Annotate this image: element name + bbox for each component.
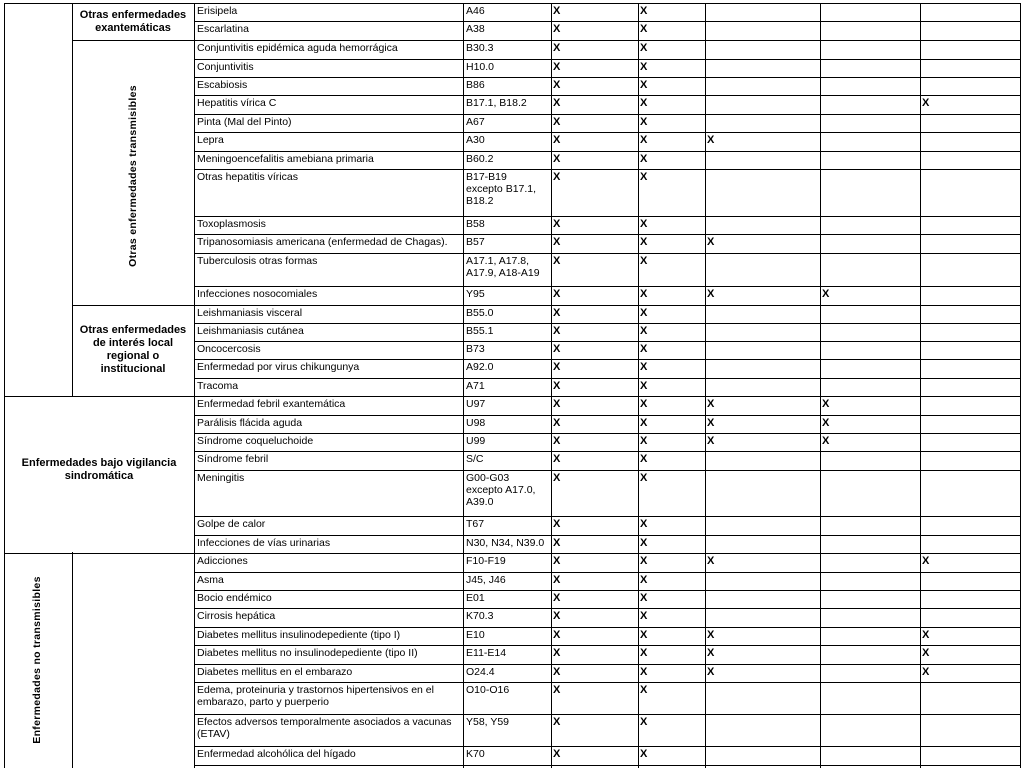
row-divider bbox=[194, 59, 1020, 60]
x-mark: X bbox=[922, 97, 930, 109]
row-divider bbox=[194, 516, 1020, 517]
x-mark: X bbox=[640, 380, 648, 392]
disease-name: Adicciones bbox=[197, 555, 248, 567]
cie-code: E10 bbox=[466, 629, 485, 641]
disease-name: Cirrosis hepática bbox=[197, 610, 276, 622]
x-mark: X bbox=[640, 361, 648, 373]
cie-code: Y95 bbox=[466, 288, 485, 300]
cie-code: B58 bbox=[466, 218, 485, 230]
disease-name: Enfermedad alcohólica del hígado bbox=[197, 748, 356, 760]
disease-name: Escarlatina bbox=[197, 23, 249, 35]
row-divider bbox=[194, 608, 1020, 609]
cie-code: B30.3 bbox=[466, 42, 494, 54]
section-divider bbox=[4, 553, 194, 554]
cie-code: B60.2 bbox=[466, 153, 494, 165]
x-mark: X bbox=[922, 647, 930, 659]
disease-name: Diabetes mellitus insulinodepediente (tipo I) bbox=[197, 629, 401, 641]
disease-name: Pinta (Mal del Pinto) bbox=[197, 116, 292, 128]
x-mark: X bbox=[640, 255, 648, 267]
row-divider bbox=[194, 645, 1020, 646]
cie-code: A38 bbox=[466, 23, 485, 35]
x-mark: X bbox=[553, 435, 561, 447]
row-divider bbox=[194, 114, 1020, 115]
cie-code: A67 bbox=[466, 116, 485, 128]
x-mark: X bbox=[553, 716, 561, 728]
x-mark: X bbox=[553, 610, 561, 622]
row-divider bbox=[194, 253, 1020, 254]
x-mark: X bbox=[640, 171, 648, 183]
x-mark: X bbox=[640, 42, 648, 54]
x-mark: X bbox=[707, 666, 715, 678]
cie-code: E11-E14 bbox=[466, 647, 507, 659]
disease-name: Oncocercosis bbox=[197, 343, 261, 355]
x-mark: X bbox=[640, 647, 648, 659]
section-divider bbox=[4, 396, 194, 397]
row-divider bbox=[194, 664, 1020, 665]
x-mark: X bbox=[640, 574, 648, 586]
x-mark: X bbox=[553, 116, 561, 128]
x-mark: X bbox=[553, 288, 561, 300]
row-divider bbox=[194, 378, 1020, 379]
disease-name: Tuberculosis otras formas bbox=[197, 255, 318, 267]
cie-code: E01 bbox=[466, 592, 485, 604]
row-divider bbox=[194, 286, 1020, 287]
row-divider bbox=[194, 132, 1020, 133]
row-divider bbox=[194, 682, 1020, 683]
row-divider bbox=[194, 305, 1020, 306]
cie-code: B17.1, B18.2 bbox=[466, 97, 527, 109]
cie-code: A30 bbox=[466, 134, 485, 146]
row-divider bbox=[194, 323, 1020, 324]
x-mark: X bbox=[640, 435, 648, 447]
x-mark: X bbox=[553, 666, 561, 678]
row-divider bbox=[194, 553, 1020, 554]
col-divider bbox=[463, 3, 464, 768]
x-mark: X bbox=[640, 307, 648, 319]
col-divider bbox=[705, 3, 706, 768]
disease-name: Efectos adversos temporalmente asociados a vacunas (ETAV) bbox=[197, 716, 452, 740]
x-mark: X bbox=[640, 684, 648, 696]
x-mark: X bbox=[553, 453, 561, 465]
disease-name: Tripanosomiasis americana (enfermedad de Chagas). bbox=[197, 236, 448, 248]
cie-code: S/C bbox=[466, 453, 484, 465]
cie-code: G00-G03 excepto A17.0, A39.0 bbox=[466, 472, 536, 508]
x-mark: X bbox=[553, 380, 561, 392]
x-mark: X bbox=[553, 398, 561, 410]
disease-name: Toxoplasmosis bbox=[197, 218, 266, 230]
disease-name: Edema, proteinuria y trastornos hipertensivos en el embarazo, parto y puerperio bbox=[197, 684, 434, 708]
col-divider bbox=[820, 3, 821, 768]
disease-name: Hepatitis vírica C bbox=[197, 97, 277, 109]
cie-code: A71 bbox=[466, 380, 485, 392]
x-mark: X bbox=[553, 518, 561, 530]
disease-name: Meningitis bbox=[197, 472, 245, 484]
disease-name: Conjuntivitis epidémica aguda hemorrágica bbox=[197, 42, 398, 54]
x-mark: X bbox=[553, 417, 561, 429]
x-mark: X bbox=[707, 435, 715, 447]
x-mark: X bbox=[640, 748, 648, 760]
x-mark: X bbox=[640, 398, 648, 410]
x-mark: X bbox=[640, 610, 648, 622]
x-mark: X bbox=[707, 417, 715, 429]
cie-code: B55.1 bbox=[466, 325, 494, 337]
disease-name: Síndrome coqueluchoide bbox=[197, 435, 314, 447]
col-divider bbox=[638, 3, 639, 768]
x-mark: X bbox=[707, 236, 715, 248]
col-divider bbox=[920, 3, 921, 768]
x-mark: X bbox=[707, 647, 715, 659]
group-label-no-transmisibles: Enfermedades no transmisibles bbox=[31, 576, 43, 744]
row-divider bbox=[194, 451, 1020, 452]
disease-name: Asma bbox=[197, 574, 224, 586]
x-mark: X bbox=[922, 629, 930, 641]
row-divider bbox=[194, 216, 1020, 217]
disease-name: Enfermedad febril exantemática bbox=[197, 398, 346, 410]
x-mark: X bbox=[707, 555, 715, 567]
cie-code: B17-B19 excepto B17.1, B18.2 bbox=[466, 171, 537, 207]
disease-name: Síndrome febril bbox=[197, 453, 269, 465]
x-mark: X bbox=[640, 453, 648, 465]
row-divider bbox=[194, 359, 1020, 360]
x-mark: X bbox=[640, 236, 648, 248]
x-mark: X bbox=[553, 325, 561, 337]
cie-code: K70.3 bbox=[466, 610, 494, 622]
cie-code: N30, N34, N39.0 bbox=[466, 537, 545, 549]
x-mark: X bbox=[553, 472, 561, 484]
x-mark: X bbox=[553, 236, 561, 248]
x-mark: X bbox=[640, 592, 648, 604]
disease-name: Diabetes mellitus no insulinodepediente (tipo II) bbox=[197, 647, 418, 659]
x-mark: X bbox=[640, 629, 648, 641]
x-mark: X bbox=[640, 288, 648, 300]
x-mark: X bbox=[553, 537, 561, 549]
cie-code: F10-F19 bbox=[466, 555, 506, 567]
row-divider bbox=[194, 40, 1020, 41]
disease-name: Leishmaniasis visceral bbox=[197, 307, 303, 319]
group-label-exantematicas: Otras enfermedades exantemáticas bbox=[79, 9, 187, 34]
x-mark: X bbox=[553, 61, 561, 73]
row-divider bbox=[194, 535, 1020, 536]
x-mark: X bbox=[640, 79, 648, 91]
cie-code: A92.0 bbox=[466, 361, 494, 373]
x-mark: X bbox=[640, 23, 648, 35]
row-divider bbox=[194, 95, 1020, 96]
disease-name: Lepra bbox=[197, 134, 224, 146]
x-mark: X bbox=[553, 255, 561, 267]
row-divider bbox=[194, 746, 1020, 747]
x-mark: X bbox=[640, 97, 648, 109]
cie-code: B73 bbox=[466, 343, 485, 355]
x-mark: X bbox=[640, 218, 648, 230]
x-mark: X bbox=[553, 134, 561, 146]
row-divider bbox=[194, 77, 1020, 78]
x-mark: X bbox=[707, 629, 715, 641]
disease-name: Conjuntivitis bbox=[197, 61, 254, 73]
x-mark: X bbox=[640, 153, 648, 165]
x-mark: X bbox=[922, 666, 930, 678]
x-mark: X bbox=[640, 417, 648, 429]
x-mark: X bbox=[822, 398, 830, 410]
x-mark: X bbox=[640, 61, 648, 73]
name-col-divider bbox=[194, 3, 195, 768]
row-divider bbox=[194, 234, 1020, 235]
x-mark: X bbox=[553, 555, 561, 567]
group-label-transmisibles: Otras enfermedades transmisibles bbox=[127, 85, 139, 267]
row-divider bbox=[194, 714, 1020, 715]
row-divider bbox=[194, 590, 1020, 591]
group-divider bbox=[72, 40, 194, 41]
group-label-sindromatica: Enfermedades bajo vigilancia sindromática bbox=[21, 457, 177, 482]
cie-code: U98 bbox=[466, 417, 486, 429]
cie-code: O24.4 bbox=[466, 666, 495, 678]
x-mark: X bbox=[553, 153, 561, 165]
cie-code: J45, J46 bbox=[466, 574, 506, 586]
x-mark: X bbox=[640, 537, 648, 549]
disease-name: Infecciones nosocomiales bbox=[197, 288, 318, 300]
disease-name: Meningoencefalitis amebiana primaria bbox=[197, 153, 374, 165]
row-divider bbox=[194, 765, 1020, 766]
cie-code: B86 bbox=[466, 79, 485, 91]
disease-name: Golpe de calor bbox=[197, 518, 266, 530]
x-mark: X bbox=[640, 134, 648, 146]
x-mark: X bbox=[553, 343, 561, 355]
x-mark: X bbox=[553, 218, 561, 230]
cie-code: T67 bbox=[466, 518, 485, 530]
x-mark: X bbox=[553, 97, 561, 109]
x-mark: X bbox=[640, 5, 648, 17]
cie-code: B55.0 bbox=[466, 307, 494, 319]
row-divider bbox=[194, 572, 1020, 573]
disease-name: Bocio endémico bbox=[197, 592, 272, 604]
x-mark: X bbox=[640, 555, 648, 567]
x-mark: X bbox=[553, 23, 561, 35]
row-divider bbox=[194, 396, 1020, 397]
x-mark: X bbox=[553, 307, 561, 319]
x-mark: X bbox=[553, 361, 561, 373]
x-mark: X bbox=[553, 629, 561, 641]
table-right-border bbox=[1020, 3, 1021, 768]
x-mark: X bbox=[553, 684, 561, 696]
disease-name: Diabetes mellitus en el embarazo bbox=[197, 666, 353, 678]
x-mark: X bbox=[640, 116, 648, 128]
disease-name: Escabiosis bbox=[197, 79, 248, 91]
x-mark: X bbox=[707, 134, 715, 146]
cie-code: O10-O16 bbox=[466, 684, 510, 696]
x-mark: X bbox=[822, 417, 830, 429]
x-mark: X bbox=[922, 555, 930, 567]
x-mark: X bbox=[640, 472, 648, 484]
row-divider bbox=[194, 341, 1020, 342]
x-mark: X bbox=[640, 716, 648, 728]
x-mark: X bbox=[640, 518, 648, 530]
row-divider bbox=[194, 151, 1020, 152]
x-mark: X bbox=[640, 343, 648, 355]
row-divider bbox=[194, 21, 1020, 22]
x-mark: X bbox=[553, 574, 561, 586]
row-divider bbox=[194, 433, 1020, 434]
x-mark: X bbox=[707, 288, 715, 300]
x-mark: X bbox=[553, 5, 561, 17]
x-mark: X bbox=[553, 171, 561, 183]
cie-code: U97 bbox=[466, 398, 486, 410]
group-label-interes-local: Otras enfermedades de interés local regional o institucional bbox=[79, 324, 187, 375]
row-divider bbox=[194, 470, 1020, 471]
row-divider bbox=[194, 169, 1020, 170]
cie-code: H10.0 bbox=[466, 61, 495, 73]
row-divider bbox=[194, 415, 1020, 416]
disease-name: Leishmaniasis cutánea bbox=[197, 325, 304, 337]
x-mark: X bbox=[553, 592, 561, 604]
row-divider bbox=[194, 627, 1020, 628]
disease-name: Tracoma bbox=[197, 380, 239, 392]
table-left-border bbox=[4, 3, 5, 768]
cie-code: K70 bbox=[466, 748, 485, 760]
disease-name: Otras hepatitis víricas bbox=[197, 171, 298, 183]
disease-name: Parálisis flácida aguda bbox=[197, 417, 303, 429]
x-mark: X bbox=[822, 435, 830, 447]
x-mark: X bbox=[640, 666, 648, 678]
x-mark: X bbox=[553, 42, 561, 54]
x-mark: X bbox=[553, 79, 561, 91]
cie-code: A46 bbox=[466, 5, 485, 17]
x-mark: X bbox=[553, 748, 561, 760]
disease-name: Erisipela bbox=[197, 5, 238, 17]
x-mark: X bbox=[640, 325, 648, 337]
disease-name: Infecciones de vías urinarias bbox=[197, 537, 331, 549]
x-mark: X bbox=[553, 647, 561, 659]
cie-code: U99 bbox=[466, 435, 486, 447]
cie-code: Y58, Y59 bbox=[466, 716, 510, 728]
x-mark: X bbox=[822, 288, 830, 300]
x-mark: X bbox=[707, 398, 715, 410]
disease-name: Enfermedad por virus chikungunya bbox=[197, 361, 360, 373]
cie-code: B57 bbox=[466, 236, 485, 248]
col-divider bbox=[551, 3, 552, 768]
cie-code: A17.1, A17.8, A17.9, A18-A19 bbox=[466, 255, 540, 279]
